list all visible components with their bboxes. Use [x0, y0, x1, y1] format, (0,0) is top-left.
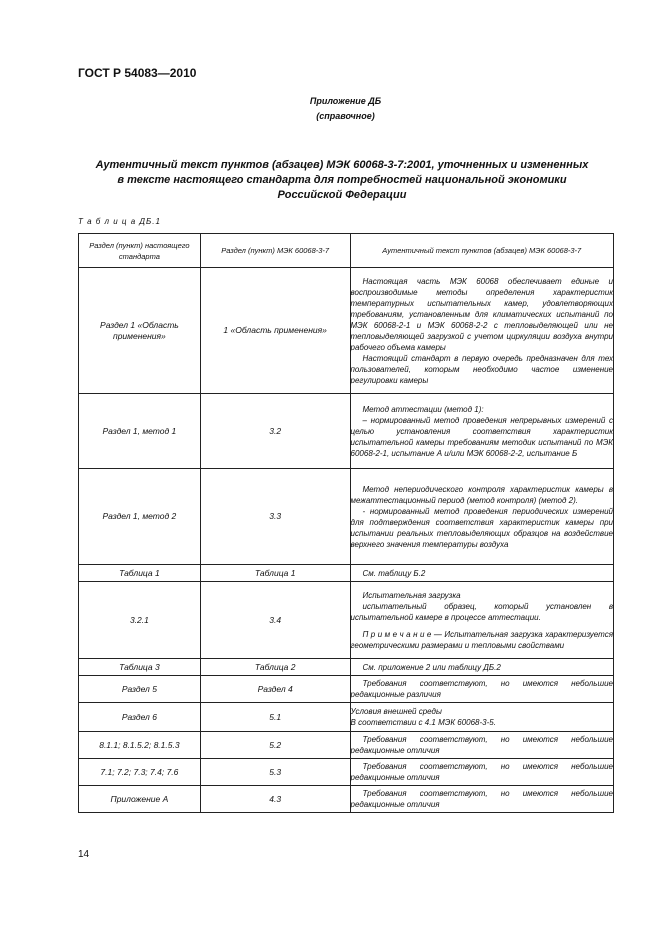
table-row	[79, 703, 614, 732]
standard-number: ГОСТ Р 54083—2010	[78, 66, 197, 80]
appendix-subtitle: (справочное)	[316, 111, 375, 121]
appendix-title: Приложение ДБ	[309, 96, 382, 106]
iec-section-cell: 5.2	[200, 732, 350, 759]
text-paragraph: Требования соответствуют, но имеются небольшие редакционные отличия	[350, 789, 613, 809]
authentic-text-cell	[350, 676, 613, 703]
iec-section-cell: 5.1	[200, 703, 350, 732]
comparison-table	[78, 233, 614, 813]
iec-section-cell: Таблица 2	[200, 659, 350, 676]
text-paragraph: В соответствии с 4.1 МЭК 60068-3-5.	[350, 718, 496, 727]
authentic-text-cell	[350, 268, 613, 394]
page-number: 14	[78, 849, 90, 860]
text-paragraph: Метод аттестации (метод 1):	[362, 404, 484, 414]
table-row	[79, 676, 614, 703]
title-line-1: Аутентичный текст пунктов (абзацев) МЭК 60068-3-7:2001, уточненных и измененных	[95, 159, 589, 171]
text-paragraph: Настоящий стандарт в первую очередь предназначен для тех пользователей, которым необходимо частое изменение регулировки камеры	[350, 353, 613, 385]
table-row	[79, 469, 614, 565]
text-paragraph: См. таблицу Б.2	[362, 568, 426, 578]
national-section-cell: Раздел 6	[79, 703, 201, 732]
text-paragraph: Испытательная загрузка	[362, 590, 461, 600]
authentic-text-cell	[350, 582, 613, 659]
authentic-text-cell	[350, 732, 613, 759]
header-authentic-text: Аутентичный текст пунктов (абзацев) МЭК 60068-3-7	[350, 234, 613, 268]
table-row	[79, 565, 614, 582]
national-section-cell: Раздел 5	[79, 676, 201, 703]
national-section-cell: Таблица 3	[79, 659, 201, 676]
table-row	[79, 582, 614, 659]
table-row	[79, 659, 614, 676]
text-paragraph: См. приложение 2 или таблицу ДБ.2	[362, 662, 501, 672]
authentic-text-cell	[350, 703, 613, 732]
national-section-cell: 7.1; 7.2; 7.3; 7.4; 7.6	[79, 759, 201, 786]
national-section-cell: 3.2.1	[79, 582, 201, 659]
header-national-section: Раздел (пункт) настоящего стандарта	[79, 234, 201, 268]
iec-section-cell: 3.2	[200, 394, 350, 469]
table-label: Т а б л и ц а ДБ.1	[78, 217, 161, 226]
text-paragraph: Требования соответствуют, но имеются небольшие редакционные отличия	[350, 762, 613, 782]
appendix-heading	[0, 94, 661, 124]
authentic-text-cell	[350, 565, 613, 582]
text-paragraph: - нормированный метод проведения периодических измерений для подтверждения соответствия характеристик камеры при испытании реальных тепловыделяющих образцов на воздействие верхнего значения температуры воздуха	[350, 506, 613, 549]
iec-section-cell: Таблица 1	[200, 565, 350, 582]
title-line-2: в тексте настоящего стандарта для потребностей национальной экономики	[117, 174, 567, 186]
iec-section-cell: 3.3	[200, 469, 350, 565]
text-paragraph: Требования соответствуют, но имеются небольшие редакционные отличия	[350, 735, 613, 755]
table-row	[79, 732, 614, 759]
text-paragraph: – нормированный метод проведения непрерывных измерений с целью установления соответствия характеристик испытательной камеры требованиям методик испытаний по МЭК 60068-2-1, испытание А и/или МЭК 60068-2-2, испытание Б	[350, 415, 613, 458]
national-section-cell: Таблица 1	[79, 565, 201, 582]
authentic-text-cell	[350, 786, 613, 813]
table-row	[79, 759, 614, 786]
header-iec-section: Раздел (пункт) МЭК 60068-3-7	[200, 234, 350, 268]
document-title	[90, 158, 594, 203]
text-paragraph: испытательный образец, который установлен в испытательной камере в процессе аттестации.	[350, 601, 613, 622]
national-section-cell: 8.1.1; 8.1.5.2; 8.1.5.3	[79, 732, 201, 759]
iec-section-cell: Раздел 4	[200, 676, 350, 703]
table-header-row	[79, 234, 614, 268]
text-paragraph: Условия внешней среды	[350, 707, 442, 716]
national-section-cell: Раздел 1, метод 2	[79, 469, 201, 565]
authentic-text-cell	[350, 759, 613, 786]
iec-section-cell: 1 «Область применения»	[200, 268, 350, 394]
title-line-3: Российской Федерации	[277, 189, 407, 201]
note-paragraph: П р и м е ч а н и е — Испытательная загрузка характеризуется геометрическими размерами и тепловыми свойствами	[350, 629, 613, 650]
iec-section-cell: 3.4	[200, 582, 350, 659]
authentic-text-cell	[350, 469, 613, 565]
national-section-cell: Раздел 1, метод 1	[79, 394, 201, 469]
table-row	[79, 786, 614, 813]
text-paragraph: Настоящая часть МЭК 60068 обеспечивает единые и воспроизводимые методы определения характеристик температурных испытательных камер, удовлетворяющих требованиям, установленным для климатических испытаний по МЭК 60068-2-1 и МЭК 60068-2-2 с тепловыделяющей или не тепловыделяющей загрузкой с учетом циркуляции воздуха внутри рабочего объема камеры	[350, 276, 613, 352]
text-paragraph: Метод непериодического контроля характеристик камеры в межаттестационный период (метод контроля) (метод 2).	[350, 484, 613, 505]
authentic-text-cell	[350, 659, 613, 676]
text-paragraph: Требования соответствуют, но имеются небольшие редакционные различия	[350, 679, 613, 699]
iec-section-cell: 4.3	[200, 786, 350, 813]
national-section-cell: Раздел 1 «Область применения»	[79, 268, 201, 394]
authentic-text-cell	[350, 394, 613, 469]
iec-section-cell: 5.3	[200, 759, 350, 786]
table-row	[79, 268, 614, 394]
table-row	[79, 394, 614, 469]
national-section-cell: Приложение А	[79, 786, 201, 813]
